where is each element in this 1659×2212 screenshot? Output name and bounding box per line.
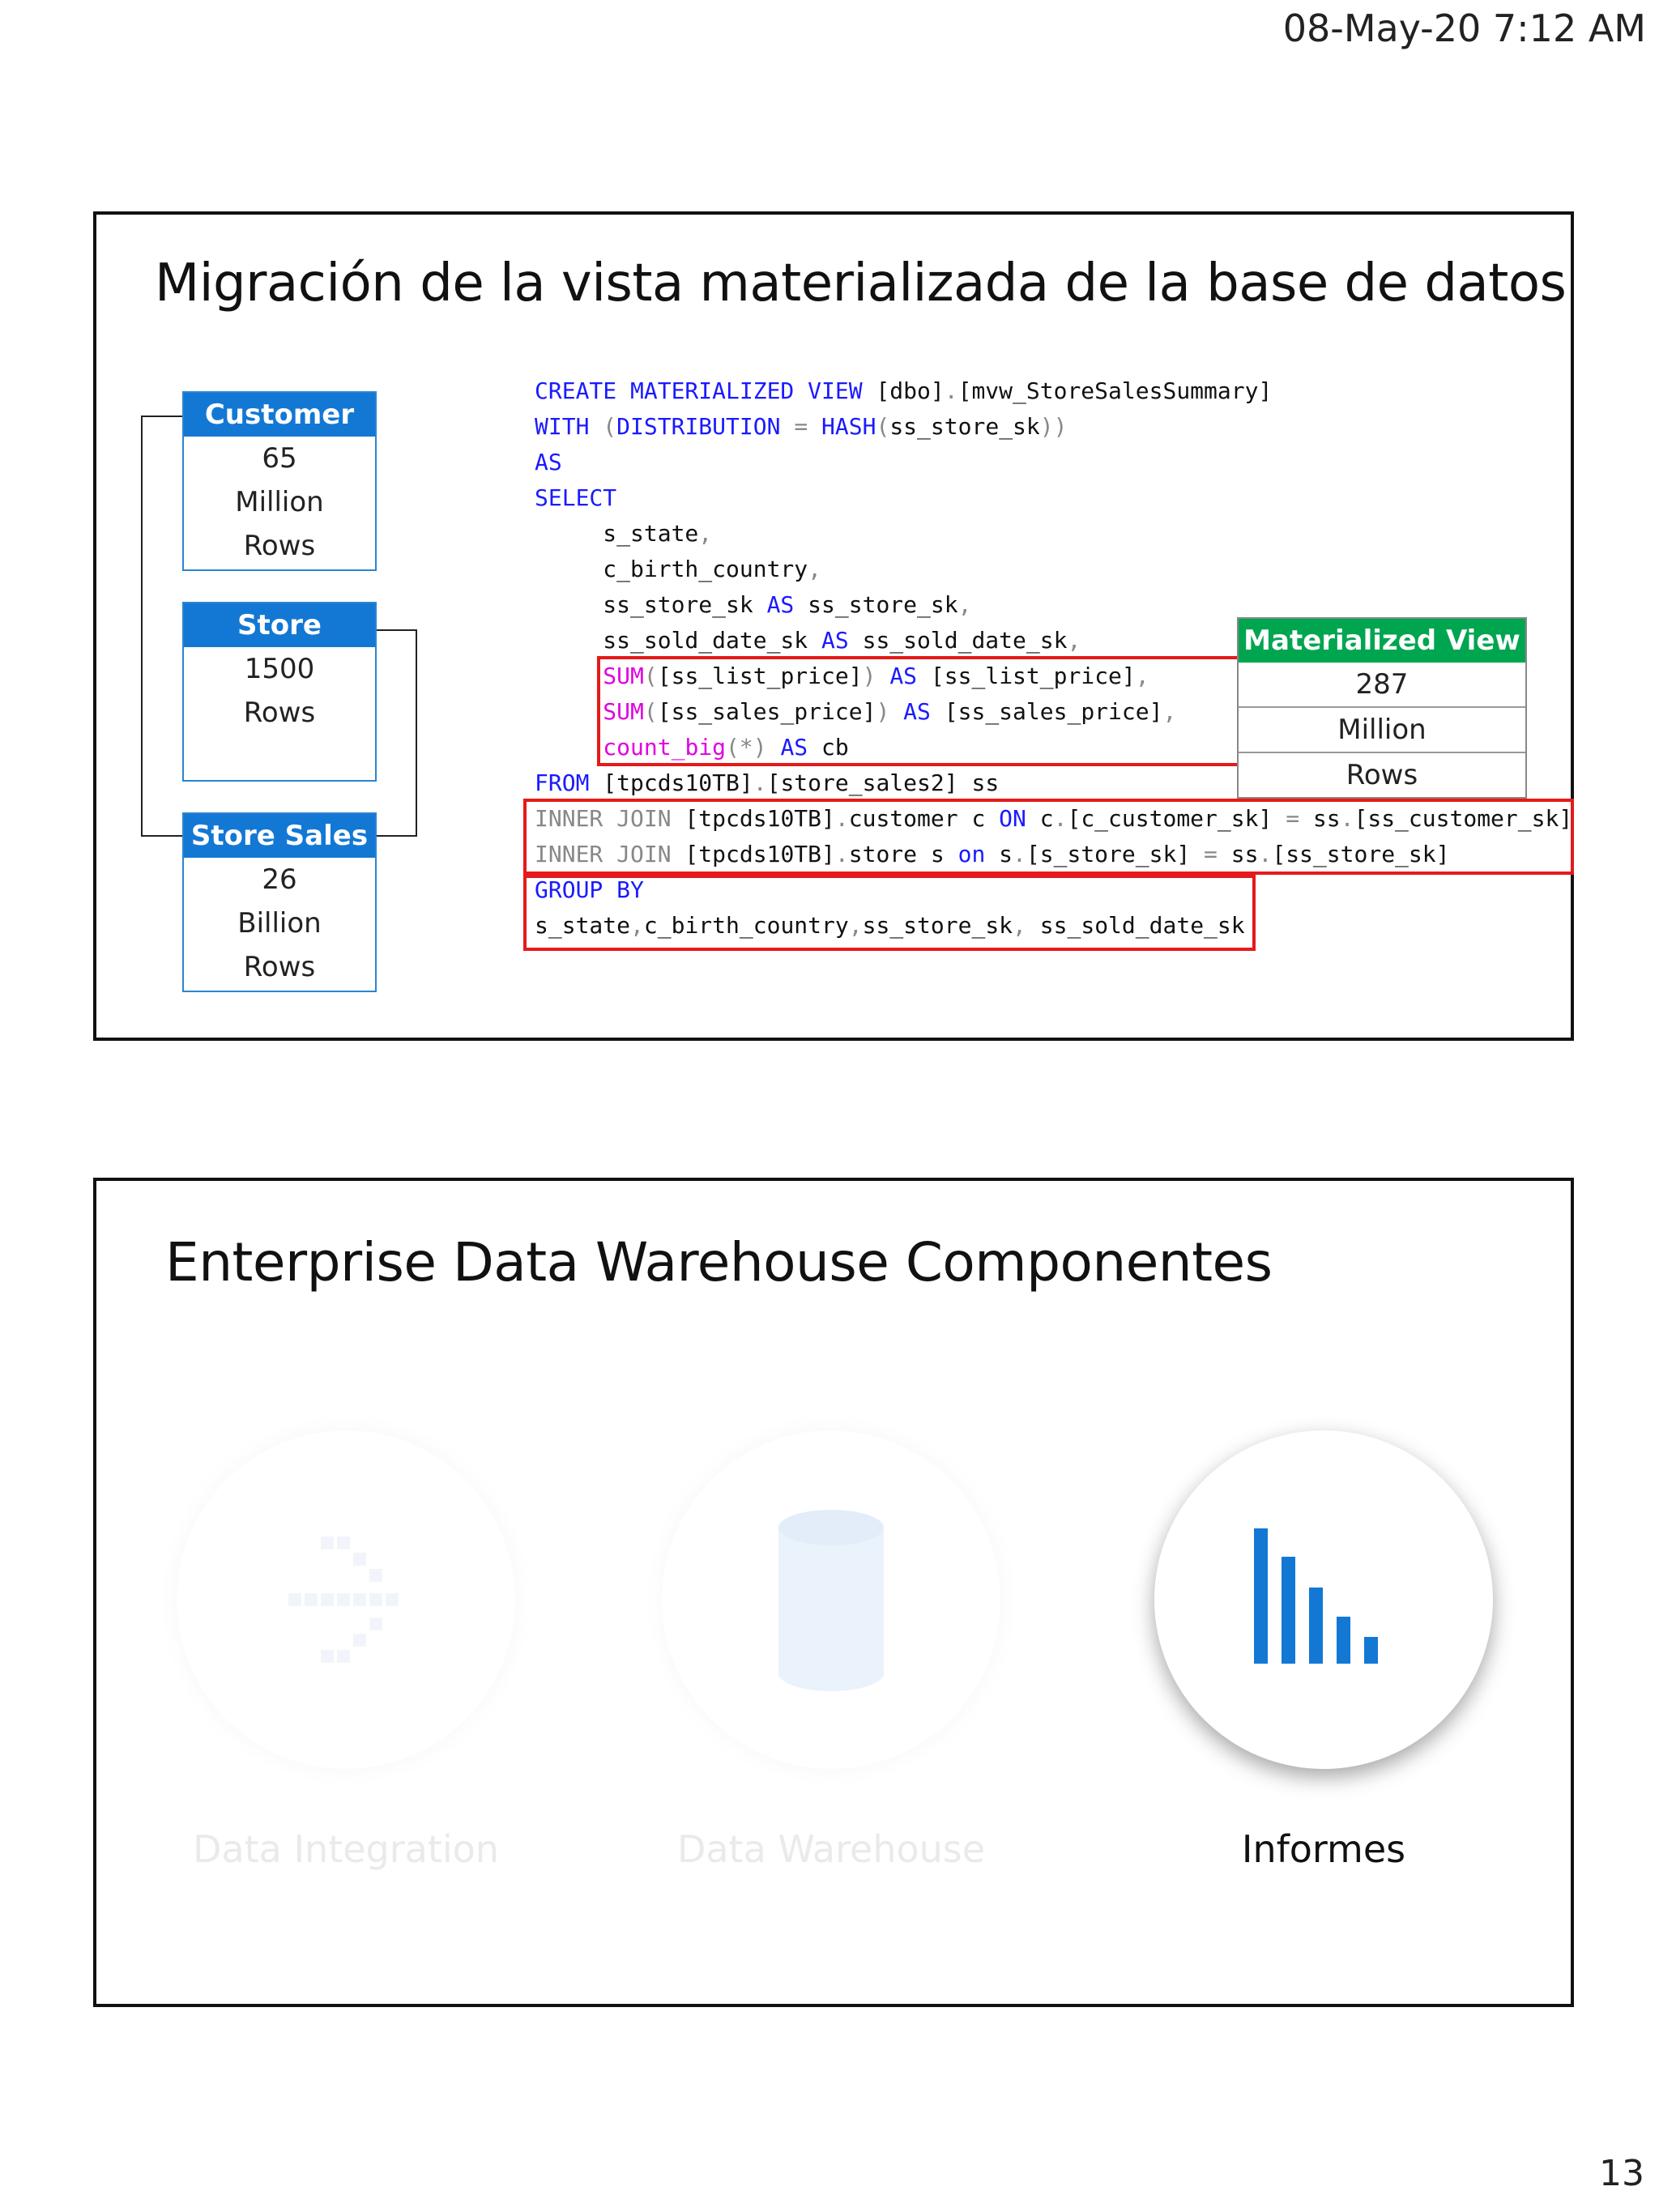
sql-operator: , bbox=[1013, 912, 1026, 939]
sql-text: [ss_store_sk] bbox=[1272, 841, 1450, 867]
sql-operator: ( bbox=[643, 698, 658, 725]
sql-keyword: AS bbox=[903, 698, 931, 725]
sql-operator: , bbox=[1162, 698, 1177, 725]
sql-text: [s_store_sk] bbox=[1026, 841, 1205, 867]
sql-operator: , bbox=[698, 520, 713, 547]
materialized-view-card bbox=[1237, 617, 1527, 799]
sql-operator: , bbox=[808, 556, 822, 582]
table-card-line: Million bbox=[235, 486, 324, 518]
sql-text: ss_store_sk bbox=[862, 912, 1013, 939]
sql-operator: = bbox=[1286, 805, 1300, 832]
page-number: 13 bbox=[1599, 2153, 1644, 2194]
sql-keyword: on bbox=[957, 841, 986, 867]
slide-title: Enterprise Data Warehouse Componentes bbox=[165, 1231, 1273, 1294]
sql-keyword: SELECT bbox=[535, 484, 617, 511]
sql-keyword: AS bbox=[889, 663, 918, 689]
sql-line bbox=[535, 552, 1572, 587]
highlight-joins bbox=[523, 799, 1574, 875]
sql-operator: ) bbox=[876, 698, 890, 725]
sql-operator: = bbox=[794, 413, 808, 440]
sql-text: ss_sold_date_sk bbox=[1026, 912, 1245, 939]
table-card-line: 26 bbox=[262, 863, 297, 896]
sql-text: [tpcds10TB] bbox=[671, 841, 835, 867]
sql-text: [tpcds10TB] bbox=[589, 769, 753, 796]
table-card-name: Store bbox=[184, 603, 375, 647]
sql-text bbox=[589, 413, 603, 440]
sql-operator: . bbox=[944, 377, 958, 404]
component-label: Informes bbox=[1241, 1827, 1406, 1871]
sql-operator: ) bbox=[862, 663, 876, 689]
sql-function: count_big bbox=[603, 734, 727, 761]
sql-operator: INNER JOIN bbox=[535, 841, 672, 867]
bar-chart-icon bbox=[1154, 1430, 1493, 1769]
sql-operator: INNER JOIN bbox=[535, 805, 672, 832]
sql-text: [ss_list_price] bbox=[917, 663, 1136, 689]
table-card-name: Customer bbox=[184, 393, 375, 437]
database-cylinder-icon bbox=[662, 1430, 1000, 1769]
sql-operator: ( bbox=[603, 413, 617, 440]
sql-line bbox=[535, 516, 1572, 552]
sql-keyword: WITH bbox=[535, 413, 590, 440]
join-connector-right bbox=[375, 629, 417, 837]
sql-operator: ( bbox=[876, 413, 890, 440]
sql-function: SUM bbox=[603, 698, 644, 725]
sql-line bbox=[535, 409, 1572, 445]
table-card-customer bbox=[182, 391, 377, 571]
sql-text bbox=[808, 413, 821, 440]
sql-text: [ss_list_price] bbox=[657, 663, 863, 689]
sql-operator: (*) bbox=[726, 734, 767, 761]
data-integration-icon bbox=[177, 1430, 515, 1769]
sql-keyword: AS bbox=[535, 449, 562, 475]
sql-keyword: FROM bbox=[535, 769, 590, 796]
materialized-view-line: 287 bbox=[1355, 668, 1409, 701]
sql-line bbox=[535, 373, 1572, 409]
sql-operator: . bbox=[834, 805, 849, 832]
sql-text: [dbo] bbox=[862, 377, 945, 404]
sql-operator: = bbox=[1204, 841, 1218, 867]
sql-keyword: AS bbox=[780, 734, 808, 761]
sql-text: cb bbox=[808, 734, 849, 761]
sql-function: SUM bbox=[603, 663, 644, 689]
sql-keyword: HASH bbox=[821, 413, 876, 440]
sql-text: customer c bbox=[848, 805, 1000, 832]
sql-text: ss_sold_date_sk bbox=[848, 627, 1068, 654]
table-card-store bbox=[182, 602, 377, 782]
sql-operator: . bbox=[1340, 805, 1354, 832]
component-label: Data Integration bbox=[193, 1827, 499, 1871]
highlight-aggregates bbox=[597, 656, 1284, 766]
sql-text bbox=[780, 413, 794, 440]
component-data-warehouse bbox=[662, 1430, 1000, 1871]
sql-operator: . bbox=[1013, 841, 1026, 867]
sql-line bbox=[535, 480, 1572, 516]
sql-keyword: ON bbox=[999, 805, 1026, 832]
sql-keyword: AS bbox=[766, 591, 795, 618]
component-circle bbox=[177, 1430, 515, 1769]
sql-operator: , bbox=[957, 591, 972, 618]
component-label: Data Warehouse bbox=[676, 1827, 986, 1871]
sql-keyword: AS bbox=[821, 627, 849, 654]
slide-edw-components bbox=[93, 1178, 1574, 2007]
timestamp: 08-May-20 7:12 AM bbox=[1282, 6, 1646, 50]
sql-text: [tpcds10TB] bbox=[671, 805, 835, 832]
sql-operator: . bbox=[753, 769, 767, 796]
sql-keyword: CREATE MATERIALIZED VIEW bbox=[535, 377, 863, 404]
table-card-line: Rows bbox=[243, 951, 316, 983]
component-informes bbox=[1154, 1430, 1493, 1871]
sql-text: ss_sold_date_sk bbox=[535, 627, 822, 654]
join-connector-left bbox=[141, 416, 183, 837]
sql-text: ss bbox=[1299, 805, 1341, 832]
sql-text: ss_store_sk bbox=[889, 413, 1040, 440]
sql-text: s_state bbox=[535, 520, 699, 547]
sql-line bbox=[535, 445, 1572, 480]
materialized-view-line: Million bbox=[1239, 706, 1525, 752]
sql-text bbox=[535, 663, 603, 689]
component-circle bbox=[662, 1430, 1000, 1769]
table-card-store-sales bbox=[182, 812, 377, 992]
table-card-line: Rows bbox=[243, 697, 316, 729]
sql-text: s_state bbox=[535, 912, 631, 939]
sql-text: [store_sales2] ss bbox=[766, 769, 1000, 796]
component-data-integration bbox=[177, 1430, 515, 1871]
sql-operator: , bbox=[1067, 627, 1081, 654]
table-card-name: Store Sales bbox=[184, 814, 375, 858]
sql-text bbox=[535, 698, 603, 725]
highlight-group-by bbox=[523, 875, 1256, 951]
sql-text: [ss_sales_price] bbox=[657, 698, 876, 725]
slide-title: Migración de la vista materializada de la base de datos bbox=[155, 254, 1567, 313]
sql-keyword: DISTRIBUTION bbox=[616, 413, 781, 440]
component-circle bbox=[1154, 1430, 1493, 1769]
sql-text: c bbox=[1026, 805, 1054, 832]
sql-operator: . bbox=[834, 841, 849, 867]
sql-text: [ss_customer_sk] bbox=[1354, 805, 1573, 832]
slide-materialized-view-migration bbox=[93, 211, 1574, 1041]
sql-operator: . bbox=[1258, 841, 1273, 867]
sql-text: store s bbox=[848, 841, 958, 867]
materialized-view-line: Rows bbox=[1239, 752, 1525, 797]
sql-text bbox=[535, 734, 603, 761]
sql-operator: ( bbox=[643, 663, 658, 689]
materialized-view-title: Materialized View bbox=[1239, 619, 1525, 663]
table-card-line: Billion bbox=[237, 907, 322, 940]
sql-operator: , bbox=[1135, 663, 1149, 689]
sql-text: s bbox=[985, 841, 1013, 867]
table-card-line: 65 bbox=[262, 442, 297, 475]
sql-operator: , bbox=[848, 912, 863, 939]
sql-text: ss_store_sk bbox=[794, 591, 958, 618]
sql-text: [c_customer_sk] bbox=[1067, 805, 1286, 832]
table-card-line bbox=[184, 735, 375, 778]
sql-text: [ss_sales_price] bbox=[930, 698, 1163, 725]
sql-text: c_birth_country bbox=[535, 556, 808, 582]
table-card-line: 1500 bbox=[244, 653, 315, 685]
sql-text: [mvw_StoreSalesSummary] bbox=[957, 377, 1273, 404]
sql-operator: , bbox=[630, 912, 644, 939]
sql-operator: )) bbox=[1039, 413, 1068, 440]
sql-text: c_birth_country bbox=[643, 912, 849, 939]
sql-operator: . bbox=[1053, 805, 1068, 832]
sql-keyword: GROUP BY bbox=[535, 876, 644, 903]
sql-text: ss bbox=[1217, 841, 1259, 867]
sql-text: ss_store_sk bbox=[535, 591, 767, 618]
table-card-line: Rows bbox=[243, 530, 316, 562]
